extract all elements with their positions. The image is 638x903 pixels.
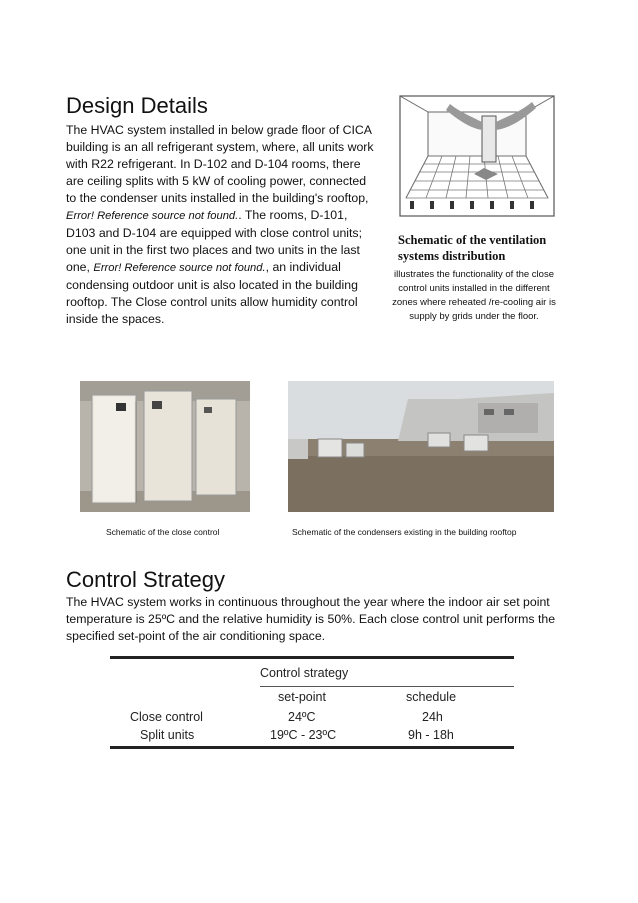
paragraph-text-a: The HVAC system installed in below grade floor of CICA building is an all refrigerant system, where, all units work with R22 refrigerant. In D-102 and D-104 rooms, there are ceiling splits with 5 kW of cooling power, connected to the condenser units installed in the building's rooftop, [66, 123, 374, 205]
table-header-schedule: schedule [406, 690, 457, 704]
control-strategy-table [110, 656, 514, 750]
table-top-rule [110, 656, 514, 659]
rooftop-condensers-photo [288, 381, 554, 512]
control-strategy-paragraph: The HVAC system works in continuous throughout the year where the indoor air set point temperature is 25ºC and the relative humidity is 50%. Each close control unit performs the specified set-point of the air conditioning space. [66, 595, 556, 643]
table-row-setpoint: 24ºC [288, 710, 316, 724]
close-control-units-photo [80, 381, 250, 512]
table-bottom-rule [110, 746, 514, 749]
table-row-schedule: 9h - 18h [408, 728, 454, 742]
table-title: Control strategy [260, 666, 349, 680]
table-row-schedule: 24h [422, 710, 443, 724]
table-mid-rule [260, 686, 514, 687]
table-row-setpoint: 19ºC - 23ºC [270, 728, 337, 742]
table-row-label: Close control [130, 710, 203, 724]
ventilation-schematic-image [398, 94, 556, 218]
design-details-paragraph [66, 122, 378, 328]
table-row-label: Split units [140, 728, 195, 742]
close-control-photo-caption: Schematic of the close control [106, 527, 220, 537]
paragraph-text-c: , an individual condensing outdoor unit is also located in the building rooftop. The Close control units allow humidity control inside the spaces. [66, 260, 358, 326]
ventilation-caption-body: illustrates the functionality of the close control units installed in the different zones where reheated /re-cooling air is supply by grids under the floor. [392, 269, 556, 322]
table-header-setpoint: set-point [278, 690, 326, 704]
section-title-design-details: Design Details [66, 93, 208, 118]
section-title-control-strategy: Control Strategy [66, 567, 225, 592]
ventilation-caption-title: Schematic of the ventilation systems distribution [398, 233, 547, 263]
reference-error-2[interactable]: Error! Reference source not found. [93, 262, 266, 274]
reference-error-1[interactable]: Error! Reference source not found. [66, 210, 239, 222]
condensers-photo-caption: Schematic of the condensers existing in the building rooftop [292, 527, 517, 537]
paragraph-text-b: . The rooms, D-101, D103 and D-104 are equipped with close control units; one unit in the first two places and two units in the last one, [66, 208, 362, 274]
